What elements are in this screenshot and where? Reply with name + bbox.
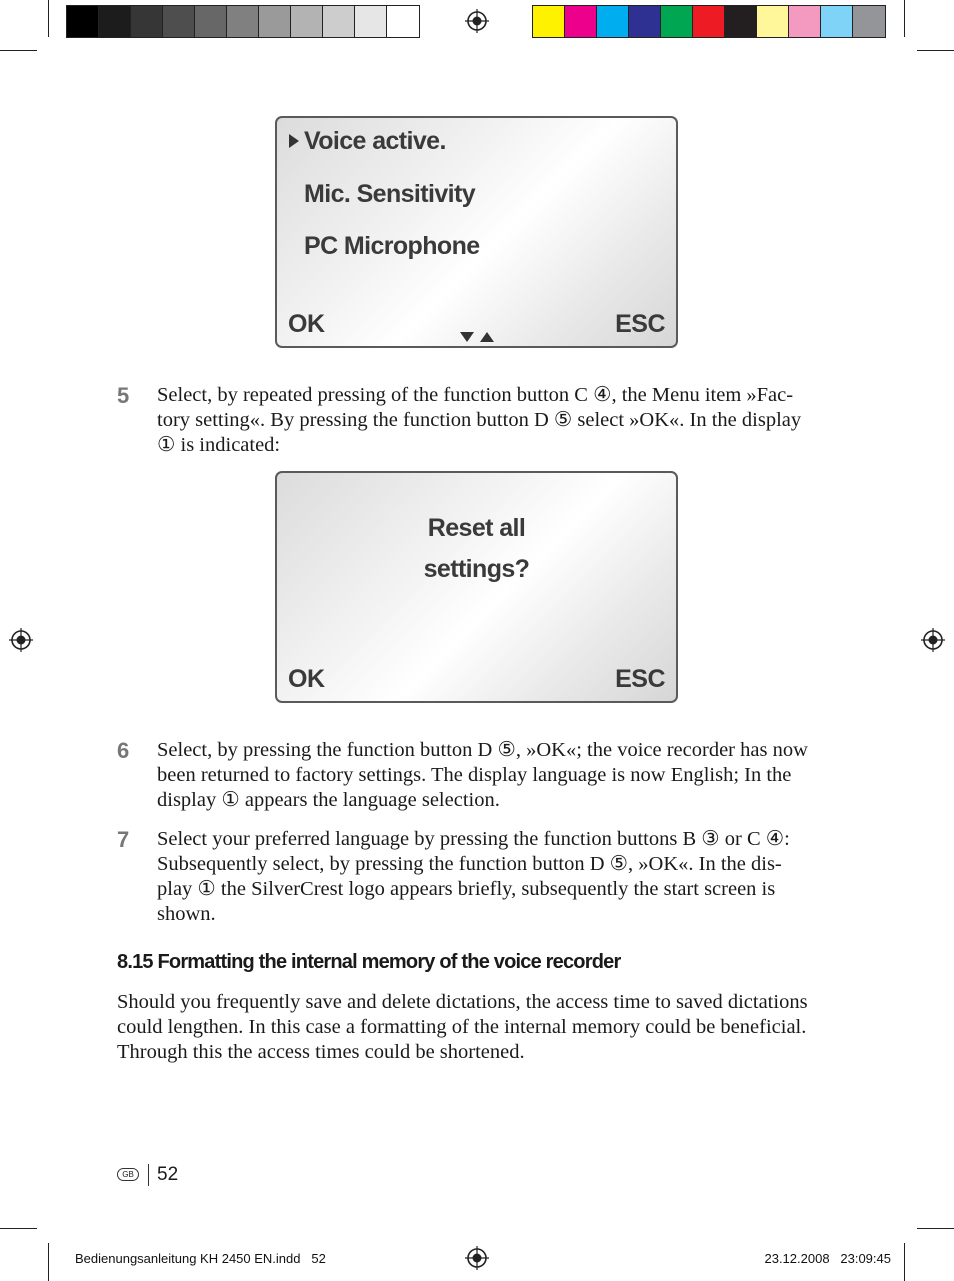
registration-mark-icon xyxy=(9,628,33,652)
step-number: 5 xyxy=(117,383,130,408)
step-5-text xyxy=(157,383,801,458)
scroll-up-triangle-icon xyxy=(480,332,494,342)
lcd-display-menu xyxy=(275,116,678,348)
gray-swatch xyxy=(355,6,387,37)
menu-item-mic-sensitivity: Mic. Sensitivity xyxy=(304,180,476,208)
gray-swatch xyxy=(227,6,259,37)
text-line: ① is indicated: xyxy=(157,434,281,456)
lcd-display-reset-confirm xyxy=(275,471,678,703)
registration-mark-icon xyxy=(465,1246,489,1270)
gray-swatch xyxy=(259,6,291,37)
gray-swatch xyxy=(99,6,131,37)
registration-mark-icon xyxy=(465,9,489,33)
process-color-bar xyxy=(532,5,886,38)
footer-divider xyxy=(148,1164,149,1186)
step-7-text xyxy=(157,827,790,927)
text-line: been returned to factory settings. The display language is now English; In the xyxy=(157,764,792,786)
step-number: 6 xyxy=(117,738,130,763)
color-swatch xyxy=(597,6,629,37)
gray-swatch xyxy=(131,6,163,37)
text-line: Should you frequently save and delete dictations, the access time to saved dictations xyxy=(117,991,808,1013)
gray-swatch xyxy=(291,6,323,37)
text-line: could lengthen. In this case a formatting of the internal memory could be beneficial. xyxy=(117,1016,807,1038)
step-6-text xyxy=(157,738,808,813)
slug-datetime: 23.12.2008 23:09:45 xyxy=(764,1251,891,1266)
registration-mark-icon xyxy=(921,628,945,652)
softkey-ok-label: OK xyxy=(288,665,325,693)
menu-item-pc-microphone: PC Microphone xyxy=(304,232,480,260)
gray-swatch xyxy=(163,6,195,37)
color-swatch xyxy=(565,6,597,37)
color-swatch xyxy=(757,6,789,37)
country-code-badge: GB xyxy=(117,1168,139,1181)
gray-swatch xyxy=(67,6,99,37)
reset-message-line-1: Reset all xyxy=(427,514,526,542)
step-number: 7 xyxy=(117,827,130,852)
slug-filename: Bedienungsanleitung KH 2450 EN.indd 52 xyxy=(75,1251,326,1266)
page-number: 52 xyxy=(157,1164,179,1185)
text-line: Subsequently select, by pressing the function button D ⑤, »OK«. In the dis- xyxy=(157,853,782,875)
text-line: Select your preferred language by pressing the function buttons B ③ or C ④: xyxy=(157,828,790,850)
softkey-esc-label: ESC xyxy=(615,665,665,693)
text-line: Select, by pressing the function button D ⑤, »OK«; the voice recorder has now xyxy=(157,739,808,761)
text-line: shown. xyxy=(157,903,216,925)
selector-triangle-right-icon xyxy=(289,134,299,148)
softkey-ok-label: OK xyxy=(288,310,325,338)
text-line: display ① appears the language selection. xyxy=(157,789,500,811)
text-line: Through this the access times could be shortened. xyxy=(117,1041,525,1063)
softkey-esc-label: ESC xyxy=(615,310,665,338)
color-swatch xyxy=(853,6,885,37)
gray-swatch xyxy=(323,6,355,37)
gray-swatch xyxy=(387,6,419,37)
section-heading: 8.15 Formatting the internal memory of the voice recorder xyxy=(117,951,621,973)
reset-message-line-2: settings? xyxy=(423,555,530,583)
menu-item-voice-active: Voice active. xyxy=(304,127,446,155)
color-swatch xyxy=(821,6,853,37)
color-swatch xyxy=(789,6,821,37)
gray-swatch xyxy=(195,6,227,37)
scroll-down-triangle-icon xyxy=(460,332,474,342)
section-body-text xyxy=(117,990,808,1065)
text-line: play ① the SilverCrest logo appears briefly, subsequently the start screen is xyxy=(157,878,776,900)
color-swatch xyxy=(661,6,693,37)
text-line: Select, by repeated pressing of the function button C ④, the Menu item »Fac- xyxy=(157,384,794,406)
color-swatch xyxy=(725,6,757,37)
text-line: tory setting«. By pressing the function button D ⑤ select »OK«. In the display xyxy=(157,409,802,431)
color-swatch xyxy=(693,6,725,37)
color-swatch xyxy=(533,6,565,37)
color-swatch xyxy=(629,6,661,37)
grayscale-color-bar xyxy=(66,5,420,38)
